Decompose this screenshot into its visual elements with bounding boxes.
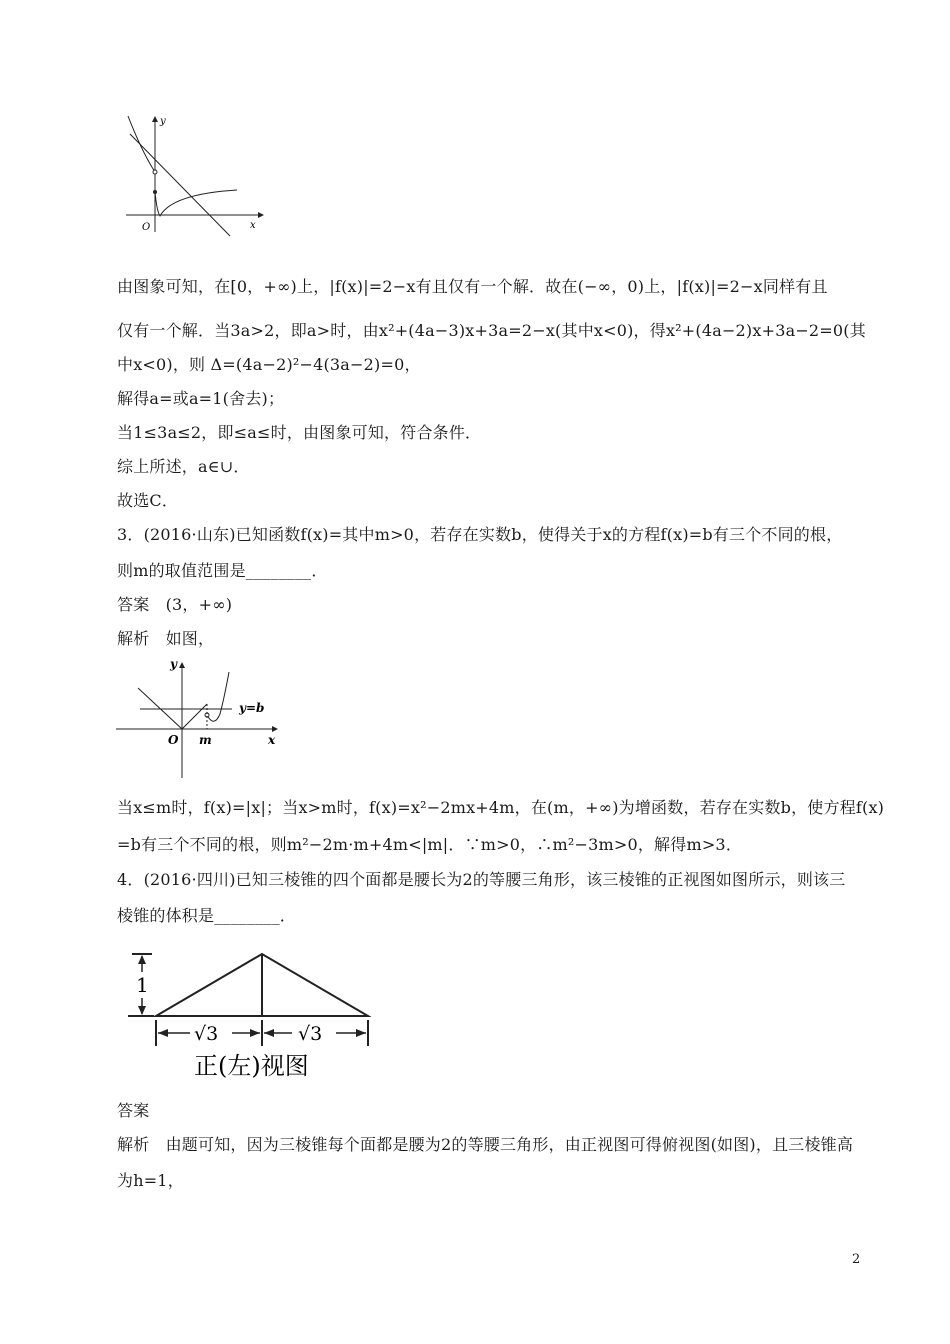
text-line-6: 综上所述，a∈∪． xyxy=(117,457,250,476)
fig3-left-width-label: √3 xyxy=(194,1023,219,1045)
page-number: 2 xyxy=(852,1252,861,1267)
fig2-x-arrow xyxy=(272,726,278,732)
fig3-right-arrow-a xyxy=(264,1029,274,1037)
fig3-height-arrow-up xyxy=(138,955,146,964)
fig1-y-arrow xyxy=(152,116,158,122)
fig1-x-label: x xyxy=(250,220,256,231)
fig3-left-arrow-a xyxy=(158,1029,168,1037)
text-line-12: 当x≤m时，f(x)=|x|；当x>m时，f(x)=x²−2mx+4m，在(m，+∞)为增函数，若存在实数b，使方程f(x) xyxy=(117,798,885,817)
figure-1-graph xyxy=(112,112,272,242)
fig3-height-label: 1 xyxy=(136,973,149,997)
fig2-y-label: y xyxy=(170,657,177,671)
fig1-y-label: y xyxy=(160,116,166,127)
figure-2-graph xyxy=(112,654,282,780)
fig2-m-label: m xyxy=(199,733,212,747)
text-line-1: 由图象可知，在[0，+∞)上，|f(x)|=2−x有且仅有一个解．故在(−∞，0)上，|f(x)|=2−x同样有且 xyxy=(117,277,828,296)
fig1-left-curve xyxy=(128,116,155,172)
fig3-height-arrow-down xyxy=(138,1006,146,1015)
fig1-x-arrow xyxy=(258,212,264,218)
fig2-origin-label: O xyxy=(168,733,179,747)
text-line-11: 解析 如图， xyxy=(117,629,215,648)
text-line-16: 答案 xyxy=(117,1101,150,1120)
text-line-3: 中x<0)，则 Δ=(4a−2)²−4(3a−2)=0， xyxy=(117,355,421,374)
text-line-10: 答案 (3，+∞) xyxy=(117,595,233,614)
fig3-caption: 正(左)视图 xyxy=(194,1052,309,1080)
fig1-origin-label: O xyxy=(142,222,151,233)
fig2-y-arrow xyxy=(179,662,185,668)
fig3-right-width-label: √3 xyxy=(298,1023,323,1045)
text-line-15: 棱锥的体积是________． xyxy=(117,906,297,925)
text-line-13: =b有三个不同的根，则m²−2m·m+4m<|m|．∵m>0，∴m²−3m>0，解得m>3． xyxy=(117,835,743,854)
text-line-4: 解得a=或a=1(舍去)； xyxy=(117,389,285,408)
fig2-x-label: x xyxy=(268,733,276,747)
fig1-open-point xyxy=(153,170,157,174)
text-line-8: 3．(2016·山东)已知函数f(x)=其中m>0，若存在实数b，使得关于x的方程f(x)=b有三个不同的根， xyxy=(117,525,843,544)
fig3-right-arrow-b xyxy=(356,1029,366,1037)
fig1-point xyxy=(153,190,157,194)
text-line-5: 当1≤3a≤2，即≤a≤时，由图象可知，符合条件． xyxy=(117,423,482,442)
text-line-18: 为h=1， xyxy=(117,1171,184,1190)
text-line-2: 仅有一个解．当3a>2，即a>时，由x²+(4a−3)x+3a=2−x(其中x<0)，得x²+(4a−2)x+3a−2=0(其 xyxy=(117,321,866,340)
fig3-left-arrow-b xyxy=(250,1029,260,1037)
fig2-parabola xyxy=(207,672,229,721)
text-line-9: 则m的取值范围是________． xyxy=(117,561,328,580)
text-line-17: 解析 由题可知，因为三棱锥每个面都是腰为2的等腰三角形，由正视图可得俯视图(如图)，且三棱锥高 xyxy=(117,1135,854,1154)
text-line-7: 故选C． xyxy=(117,491,179,510)
fig1-line xyxy=(130,134,230,236)
figure-3-front-view xyxy=(122,946,372,1086)
text-line-14: 4．(2016·四川)已知三棱锥的四个面都是腰长为2的等腰三角形，该三棱锥的正视图如图所示，则该三 xyxy=(117,870,846,889)
fig1-right-curve xyxy=(155,190,237,216)
fig2-line-label: y=b xyxy=(239,701,265,715)
